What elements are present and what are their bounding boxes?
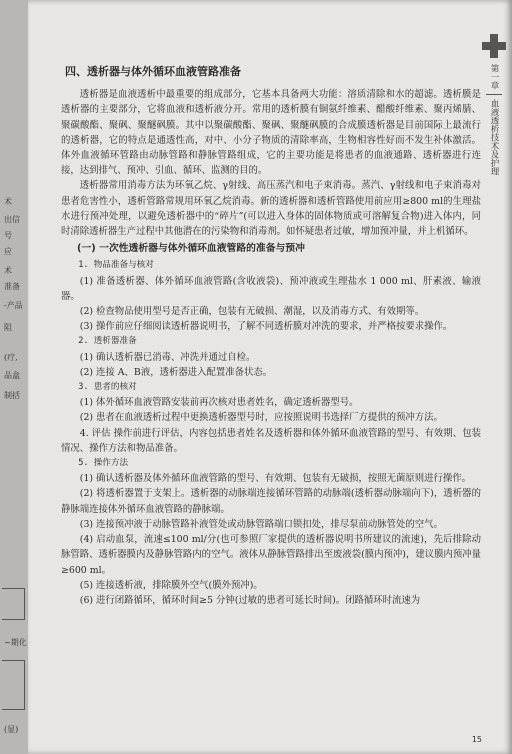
list-item: (5) 连接透析液，排除膜外空气(膜外预冲)。 xyxy=(79,579,263,591)
previous-page-edge xyxy=(0,0,28,754)
page-content xyxy=(61,60,481,608)
paragraph: 透析器是血液透析中最重要的组成部分，它基本具备两大功能：溶质清除和水的超滤。透析膜是透析器的主要部分，它将血液和透析液分开。常用的透析膜有铜氨纤维素、醋酸纤维素、聚丙烯腈、聚碳酸酯、聚砜、聚醚砜膜。其中以聚碳酸酯、聚砜、聚醚砜膜的合成膜透析器是目前国际上最流行的透析器，它的特点是通透性高，对中、小分子物质的清除率高，生物相容性好而不发生补体激活。体外血液循环管路由动脉管路和静脉管路组成，它的主要功能是将患者的血液通路、透析器进行连接，达到排气、预冲、引血、循环、监测的目的。 xyxy=(61,89,481,177)
list-item: (3) 操作前应仔细阅读透析器说明书，了解不同透析膜对冲洗的要求，并严格按要求操作。 xyxy=(79,321,453,333)
margin-char: 制括 xyxy=(4,391,20,400)
chapter-number: 第一章 xyxy=(489,64,499,90)
margin-char: ~期化 xyxy=(4,638,27,647)
margin-char: 品盒 xyxy=(4,371,20,380)
item-heading: 1. 物品准备与核对 xyxy=(78,260,154,271)
margin-char: 号 xyxy=(4,231,12,240)
list-item: (6) 进行闭路循环，循环时间≥5 分钟(过敏的患者可延长时间)。闭路循环时流速为 xyxy=(79,594,421,606)
item-list xyxy=(61,258,481,608)
margin-char: 出信 xyxy=(4,215,20,224)
list-item: (1) 体外循环血液管路安装前再次核对患者姓名，确定透析器型号。 xyxy=(79,397,359,409)
subsection-title: (一) 一次性透析器与体外循环血液管路的准备与预冲 xyxy=(77,243,305,255)
section-title: 四、透析器与体外循环血液管路准备 xyxy=(65,65,241,78)
list-item: (2) 将透析器置于支架上。透析器的动脉端连接循环管路的动脉端(透析器动脉端向下)，透析器的静脉端连接体外循环血液管路的静脉端。 xyxy=(61,488,481,515)
book-page xyxy=(28,0,512,754)
margin-char: -产品 xyxy=(4,301,23,310)
margin-char: 阻 xyxy=(4,323,12,332)
list-item: (1) 确认透析器及体外循环血液管路的型号、有效期、包装有无破损，按照无菌原则进行操作。 xyxy=(79,473,472,485)
list-item: (1) 确认透析器已消毒、冲洗并通过自检。 xyxy=(79,351,256,363)
item-heading: 2. 透析器准备 xyxy=(78,336,137,347)
paragraph: 透析器常用消毒方法为环氧乙烷、γ射线、高压蒸汽和电子束消毒。蒸汽、γ射线和电子束消毒对患者危害性小，透析管路常规用环氧乙烷消毒。新的透析器和透析管路使用前应用≥800 ml的生理盐水进行预冲处理，以避免透析器中的“碎片”(可以进入身体的固体物质或可溶解复合物)进入体内，同时清除透析器生产过程中其他潜在的污染物和消毒剂。如怀疑患者过敏，增加预冲量，并上机循环。 xyxy=(61,180,481,238)
list-item: (2) 患者在血液透析过程中更换透析器型号时，应按照说明书选择厂方提供的预冲方法。 xyxy=(79,412,443,424)
chapter-title: 血液透析技术及护理 xyxy=(489,98,499,175)
chapter-sidebar xyxy=(482,34,506,175)
item-heading: 3. 患者的核对 xyxy=(78,382,137,393)
list-item: (2) 检查物品使用型号是否正确，包装有无破损、潮湿，以及消毒方式、有效期等。 xyxy=(79,306,425,318)
page-number: 15 xyxy=(471,735,482,744)
list-item: 4. 评估 操作前进行评估，内容包括患者姓名及透析器和体外循环血液管路的型号、有效期、包装情况、操作方法和物品准备。 xyxy=(61,427,481,454)
item-heading: 5. 操作方法 xyxy=(78,458,129,469)
margin-char: 准备 xyxy=(4,282,20,291)
margin-char: 应 xyxy=(4,247,12,256)
margin-box xyxy=(2,588,25,620)
margin-char: 术 xyxy=(4,197,12,206)
list-item: (2) 连接 A、B液，透析器进入配置准备状态。 xyxy=(79,366,273,378)
margin-box xyxy=(2,660,25,710)
medical-cross-icon xyxy=(482,34,506,58)
margin-char: (疗, xyxy=(4,353,18,362)
margin-char: (显) xyxy=(4,725,19,734)
list-item: (4) 启动血泵，流速≤100 ml/分(也可参照厂家提供的透析器说明书所建议的流速)，先后排除动脉管路、透析器膜内及静脉管路内的空气。液体从静脉管路排出至废液袋(膜内预冲)，建议膜内预冲量≥600 ml。 xyxy=(61,534,481,576)
sidebar-divider xyxy=(486,94,502,95)
list-item: (3) 连接预冲液于动脉管路补液管处或动脉管路端口锁扣处，排尽泵前动脉管处的空气。 xyxy=(79,518,443,530)
margin-char: 术 xyxy=(4,266,12,275)
list-item: (1) 准备透析器、体外循环血液管路(含收液袋)、预冲液或生理盐水 1 000 ml、肝素液、输液器。 xyxy=(61,275,481,302)
